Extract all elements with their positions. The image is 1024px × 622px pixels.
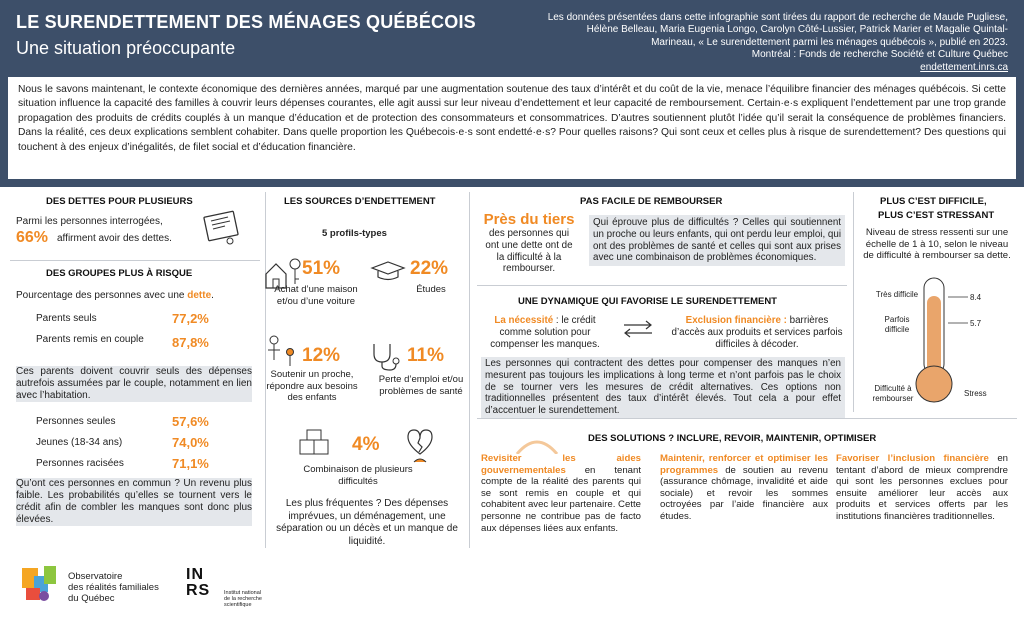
solutions-title: DES SOLUTIONS ? INCLURE, REVOIR, MAINTENIR, OPTIMISER xyxy=(588,433,877,444)
groupes-note-a: Ces parents doivent couvrir seuls des dépenses autrefois assumées par le couple, notamment en lien avec l’habitation. xyxy=(16,366,252,401)
group-label: Parents seuls xyxy=(36,313,97,324)
dynamique-right-text: barrières d’accès aux produits et services parfois difficiles à décoder. xyxy=(671,315,843,350)
groupes-intro-before: Pourcentage des personnes avec une xyxy=(16,290,185,301)
rembourser-left xyxy=(481,211,577,275)
source-line: Hélène Belleau, Maria Eugenia Longo, Carolyn Côté-Lussier, Patrick Marier et Magalie Quintal- xyxy=(586,24,1008,36)
source-label: Études xyxy=(416,284,446,295)
solution-item xyxy=(836,453,1008,523)
stress-value: 8.4 xyxy=(970,293,982,302)
stress-bottom-left: Difficulté à rembourser xyxy=(872,384,914,403)
source-pct: 22% xyxy=(410,258,449,279)
dynamique-left xyxy=(480,315,610,350)
group-label: Personnes seules xyxy=(36,416,116,427)
dettes-line2: affirment avoir des dettes. xyxy=(57,233,172,244)
rembourser-right: Qui éprouve plus de difficultés ? Celles qui soutiennent un proche ou leurs enfants, qui ont perdu leur emploi, qui ont des problèmes de santé et celles qui sont aux prises avec une combinaison de problèmes économiques. xyxy=(589,215,845,266)
source-label: Achat d’une maison et/ou d’une voiture xyxy=(274,284,358,307)
dynamique-right-key: Exclusion financière : xyxy=(685,315,787,326)
graduation-cap-icon xyxy=(370,260,406,284)
boxes-icon xyxy=(298,428,338,456)
family-icon xyxy=(262,332,302,372)
source-label: Perte d’emploi et/ou problèmes de santé xyxy=(378,374,464,397)
groupes-title: DES GROUPES PLUS À RISQUE xyxy=(46,268,193,279)
group-label: Jeunes (18-34 ans) xyxy=(36,437,123,448)
groupes-intro-keyword: dette xyxy=(187,290,212,301)
broken-heart-icon xyxy=(400,424,440,468)
column-divider xyxy=(853,192,854,412)
solution-text: en tentant d’abord de mieux comprendre qui sont les personnes exclues pour ensuite améliorer leur accès aux produits et services offerts par les institutions financières traditionnelles. xyxy=(836,453,1008,522)
org2-line: scientifique xyxy=(224,602,252,609)
sources-subtitle: 5 profils-types xyxy=(322,228,387,239)
solution-key: Favoriser l’inclusion financière xyxy=(836,453,989,464)
header-band xyxy=(0,0,1024,187)
page-title: LE SURENDETTEMENT DES MÉNAGES QUÉBÉCOIS xyxy=(16,12,476,32)
source-note xyxy=(508,12,1008,74)
source-pct: 51% xyxy=(302,258,341,279)
group-value: 77,2% xyxy=(172,311,209,326)
dynamique-left-key: La nécessité xyxy=(494,315,554,326)
stress-label: Très difficile xyxy=(875,290,919,299)
org1-line: Observatoire xyxy=(68,571,123,582)
source-pct: 12% xyxy=(302,345,341,366)
rembourser-highlight: Près du tiers xyxy=(483,211,575,228)
solutions-divider xyxy=(477,418,1017,419)
intro-paragraph: Nous le savons maintenant, le contexte économique des dernières années, marqué par une augmentation soutenue des taux d’intérêt et du coût de la vie, menace l’équilibre financier des ménages québécois. Si cette situation influence la capacité des familles à couvrir leurs dépenses courantes, elle agit aussi sur leur niveau d’endettement et leur capacité de remboursement. Certain·e·s expliquent l’endettement par une trop grande propagation des produits de crédits couplés à un manque d’éducation et de protection des consommateurs et consommatrices. D’autres soutiennent plutôt l’idée qu’il serait la conséquence de problèmes financiers. Dans la réalité, ces deux explications semblent cohabiter. Dans quelle proportion les Québecois·e·s sont endetté·e·s? Pour quelles raisons? Qui sont ceux et celles plus à risque de surendettement? Des questions qui touchent à des enjeux d’inégalités, de filet social et d’éducation financière. xyxy=(8,77,1016,179)
contract-icon xyxy=(200,208,242,250)
stress-value: 5.7 xyxy=(970,319,982,328)
rembourser-left-text: des personnes qui ont une dette ont de la difficulté à la rembourser. xyxy=(485,228,573,275)
column-divider xyxy=(469,192,470,548)
org1-line: du Québec xyxy=(68,593,115,604)
group-label: Parents remis en couple xyxy=(36,334,144,345)
col1-divider xyxy=(10,260,260,261)
dettes-title: DES DETTES POUR PLUSIEURS xyxy=(46,196,193,207)
stethoscope-icon xyxy=(368,340,404,372)
org2-name xyxy=(224,590,262,609)
source-line: Marineau, « Le surendettement parmi les ménages québécois », publié en 2023. xyxy=(651,36,1008,48)
solution-text: en tenant compte de la réalité des parents qui se sont remis en couple et qui cohabitent avec leur partenaire. Cette personne ne contribue pas de facto aux dépenses liées aux enfants. xyxy=(481,464,641,534)
stress-bottom-right: Stress xyxy=(964,389,987,398)
dynamique-right xyxy=(668,315,846,350)
inrs-logo: INRS xyxy=(186,566,211,599)
source-label: Combinaison de plusieurs difficultés xyxy=(303,464,413,487)
stress-title-2: PLUS C’EST STRESSANT xyxy=(878,210,995,221)
groupes-intro xyxy=(16,290,214,303)
observatoire-logo xyxy=(18,562,62,606)
group-value: 74,0% xyxy=(172,435,209,450)
org1-line: des réalités familiales xyxy=(68,582,159,593)
solution-text: de soutien au revenu (assurance chômage, invalidité et aide sociale) et revoir les sommes octroyées par l’aide financière aux études. xyxy=(660,464,828,522)
page-subtitle: Une situation préoccupante xyxy=(16,38,236,58)
source-line: Les données présentées dans cette infographie sont tirées du rapport de recherche de Maude Pugliese, xyxy=(547,12,1008,23)
stress-title-1: PLUS C’EST DIFFICILE, xyxy=(880,196,987,207)
group-value: 71,1% xyxy=(172,456,209,471)
source-line: Montréal : Fonds de recherche Société et Culture Québec xyxy=(751,49,1008,61)
solution-key: Revisiter les aides gouvernementales xyxy=(481,453,641,476)
org2-line: de la recherche xyxy=(224,596,262,603)
group-label: Personnes racisées xyxy=(36,458,124,469)
groupes-intro-after: . xyxy=(211,290,214,301)
solution-item xyxy=(660,453,828,523)
source-link[interactable]: endettement.inrs.ca xyxy=(920,61,1008,73)
dettes-pct: 66% xyxy=(16,229,49,246)
solution-item xyxy=(481,453,641,534)
source-label: Soutenir un proche, répondre aux besoins des enfants xyxy=(266,369,358,403)
dettes-line1: Parmi les personnes interrogées, xyxy=(16,216,163,227)
stress-text: Niveau de stress ressenti sur une échelle de 1 à 10, selon le niveau de difficulté à rembourser sa dette. xyxy=(863,227,1011,261)
group-value: 57,6% xyxy=(172,414,209,429)
source-pct: 4% xyxy=(352,434,380,455)
stress-label: Parfois difficile xyxy=(884,315,910,334)
group-value: 87,8% xyxy=(172,335,209,350)
dynamique-title: UNE DYNAMIQUE QUI FAVORISE LE SURENDETTEMENT xyxy=(518,296,777,307)
dynamique-note: Les personnes qui contractent des dettes pour compenser des manques n’en mesurent pas toujours les implications à long terme et n’ont parfois pas le choix de se tourner vers les mesures de crédit alternatives. Ces options non traditionnelles présentent des taux d’intérêt élevés. Tout cela a pour effet d’accentuer le surendettement. xyxy=(481,357,845,418)
source-pct: 11% xyxy=(407,345,444,366)
groupes-note-b: Qu’ont ces personnes en commun ? Un revenu plus faible. Les probabilités qu’elles se tournent vers le crédit afin de combler les manques sont donc plus élevées. xyxy=(16,478,252,525)
org2-line: Institut national xyxy=(224,590,261,596)
sun-icon xyxy=(512,430,562,454)
dynamique-left-text: : le crédit comme solution pour compenser les manques. xyxy=(490,315,600,350)
rembourser-title: PAS FACILE DE REMBOURSER xyxy=(580,196,723,207)
sources-footer: Les plus fréquentes ? Des dépenses imprévues, un déménagement, une séparation ou un décès et un manque de liquidité. xyxy=(276,498,458,547)
cycle-arrows-icon xyxy=(620,320,656,338)
solution-key: Maintenir, renforcer et optimiser les programmes xyxy=(660,453,828,476)
org1-name xyxy=(68,571,159,604)
sources-title: LES SOURCES D’ENDETTEMENT xyxy=(284,196,436,207)
col3-divider xyxy=(477,285,847,286)
